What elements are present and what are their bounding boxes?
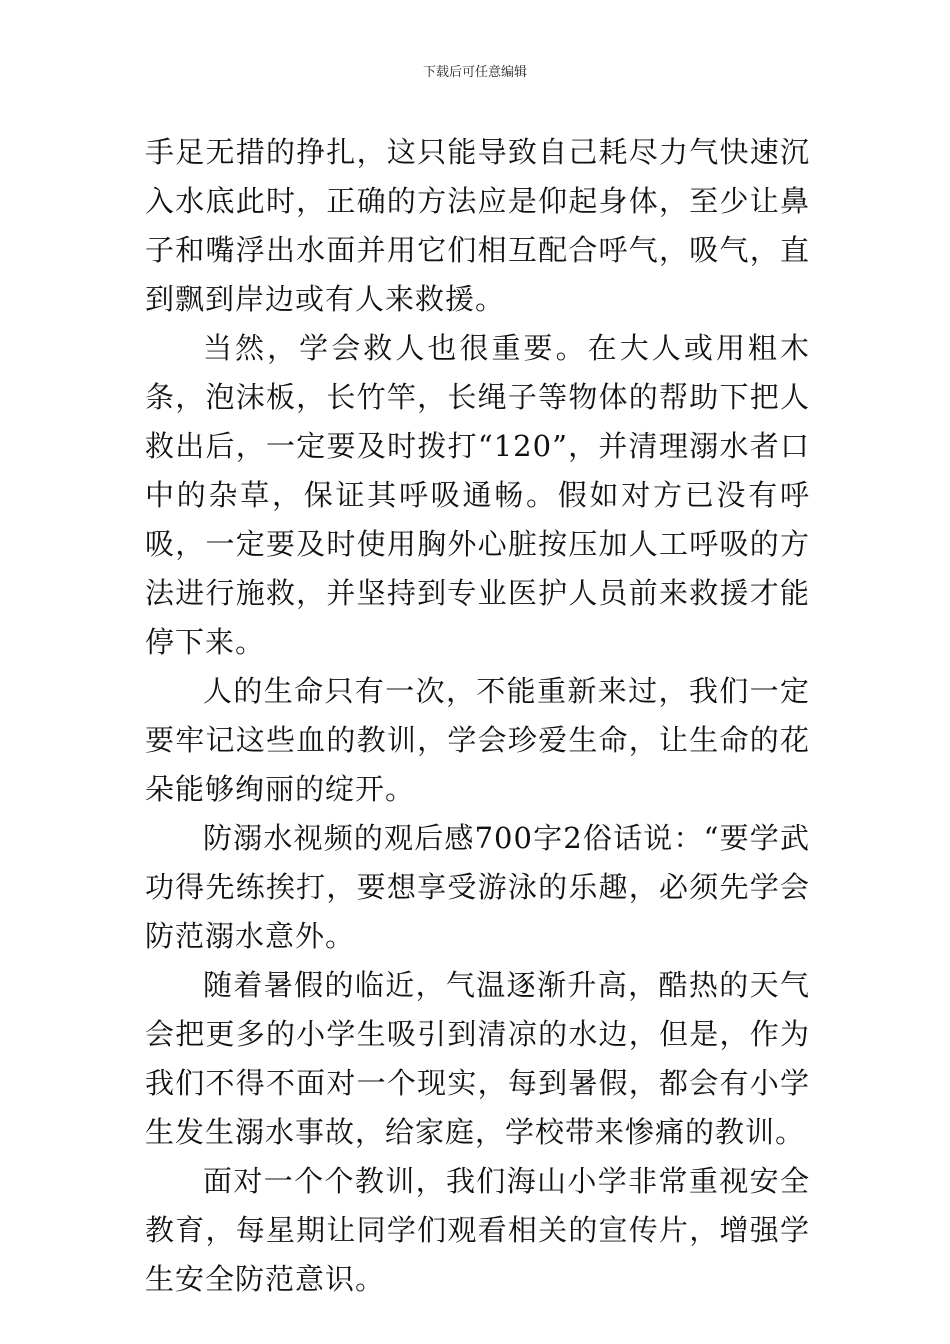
paragraph-6: 面对一个个教训，我们海山小学非常重视安全教育，每星期让同学们观看相关的宣传片，增强学生安全防范意识。: [145, 1164, 810, 1296]
paragraph-5: 随着暑假的临近，气温逐渐升高，酷热的天气会把更多的小学生吸引到清凉的水边，但是，作为我们不得不面对一个现实，每到暑假，都会有小学生发生溺水事故，给家庭，学校带来惨痛的教训。: [145, 968, 810, 1149]
page-header: 下载后可任意编辑: [422, 65, 527, 80]
paragraph-1: 手足无措的挣扎，这只能导致自己耗尽力气快速沉入水底此时，正确的方法应是仰起身体，至少让鼻子和嘴浮出水面并用它们相互配合呼气，吸气，直到飘到岸边或有人来救援。: [145, 135, 810, 316]
paragraph-4: 防溺水视频的观后感700字2俗话说：“要学武功得先练挨打，要想享受游泳的乐趣，必须先学会防范溺水意外。: [145, 821, 810, 953]
paragraph-2: 当然，学会救人也很重要。在大人或用粗木条，泡沫板，长竹竿，长绳子等物体的帮助下把人救出后，一定要及时拨打“120”，并清理溺水者口中的杂草，保证其呼吸通畅。假如对方已没有呼吸，一定要及时使用胸外心脏按压加人工呼吸的方法进行施救，并坚持到专业医护人员前来救援才能停下来。: [145, 331, 810, 659]
paragraph-3: 人的生命只有一次，不能重新来过，我们一定要牢记这些血的教训，学会珍爱生命，让生命的花朵能够绚丽的绽开。: [145, 674, 810, 806]
document-body: [145, 128, 810, 1304]
